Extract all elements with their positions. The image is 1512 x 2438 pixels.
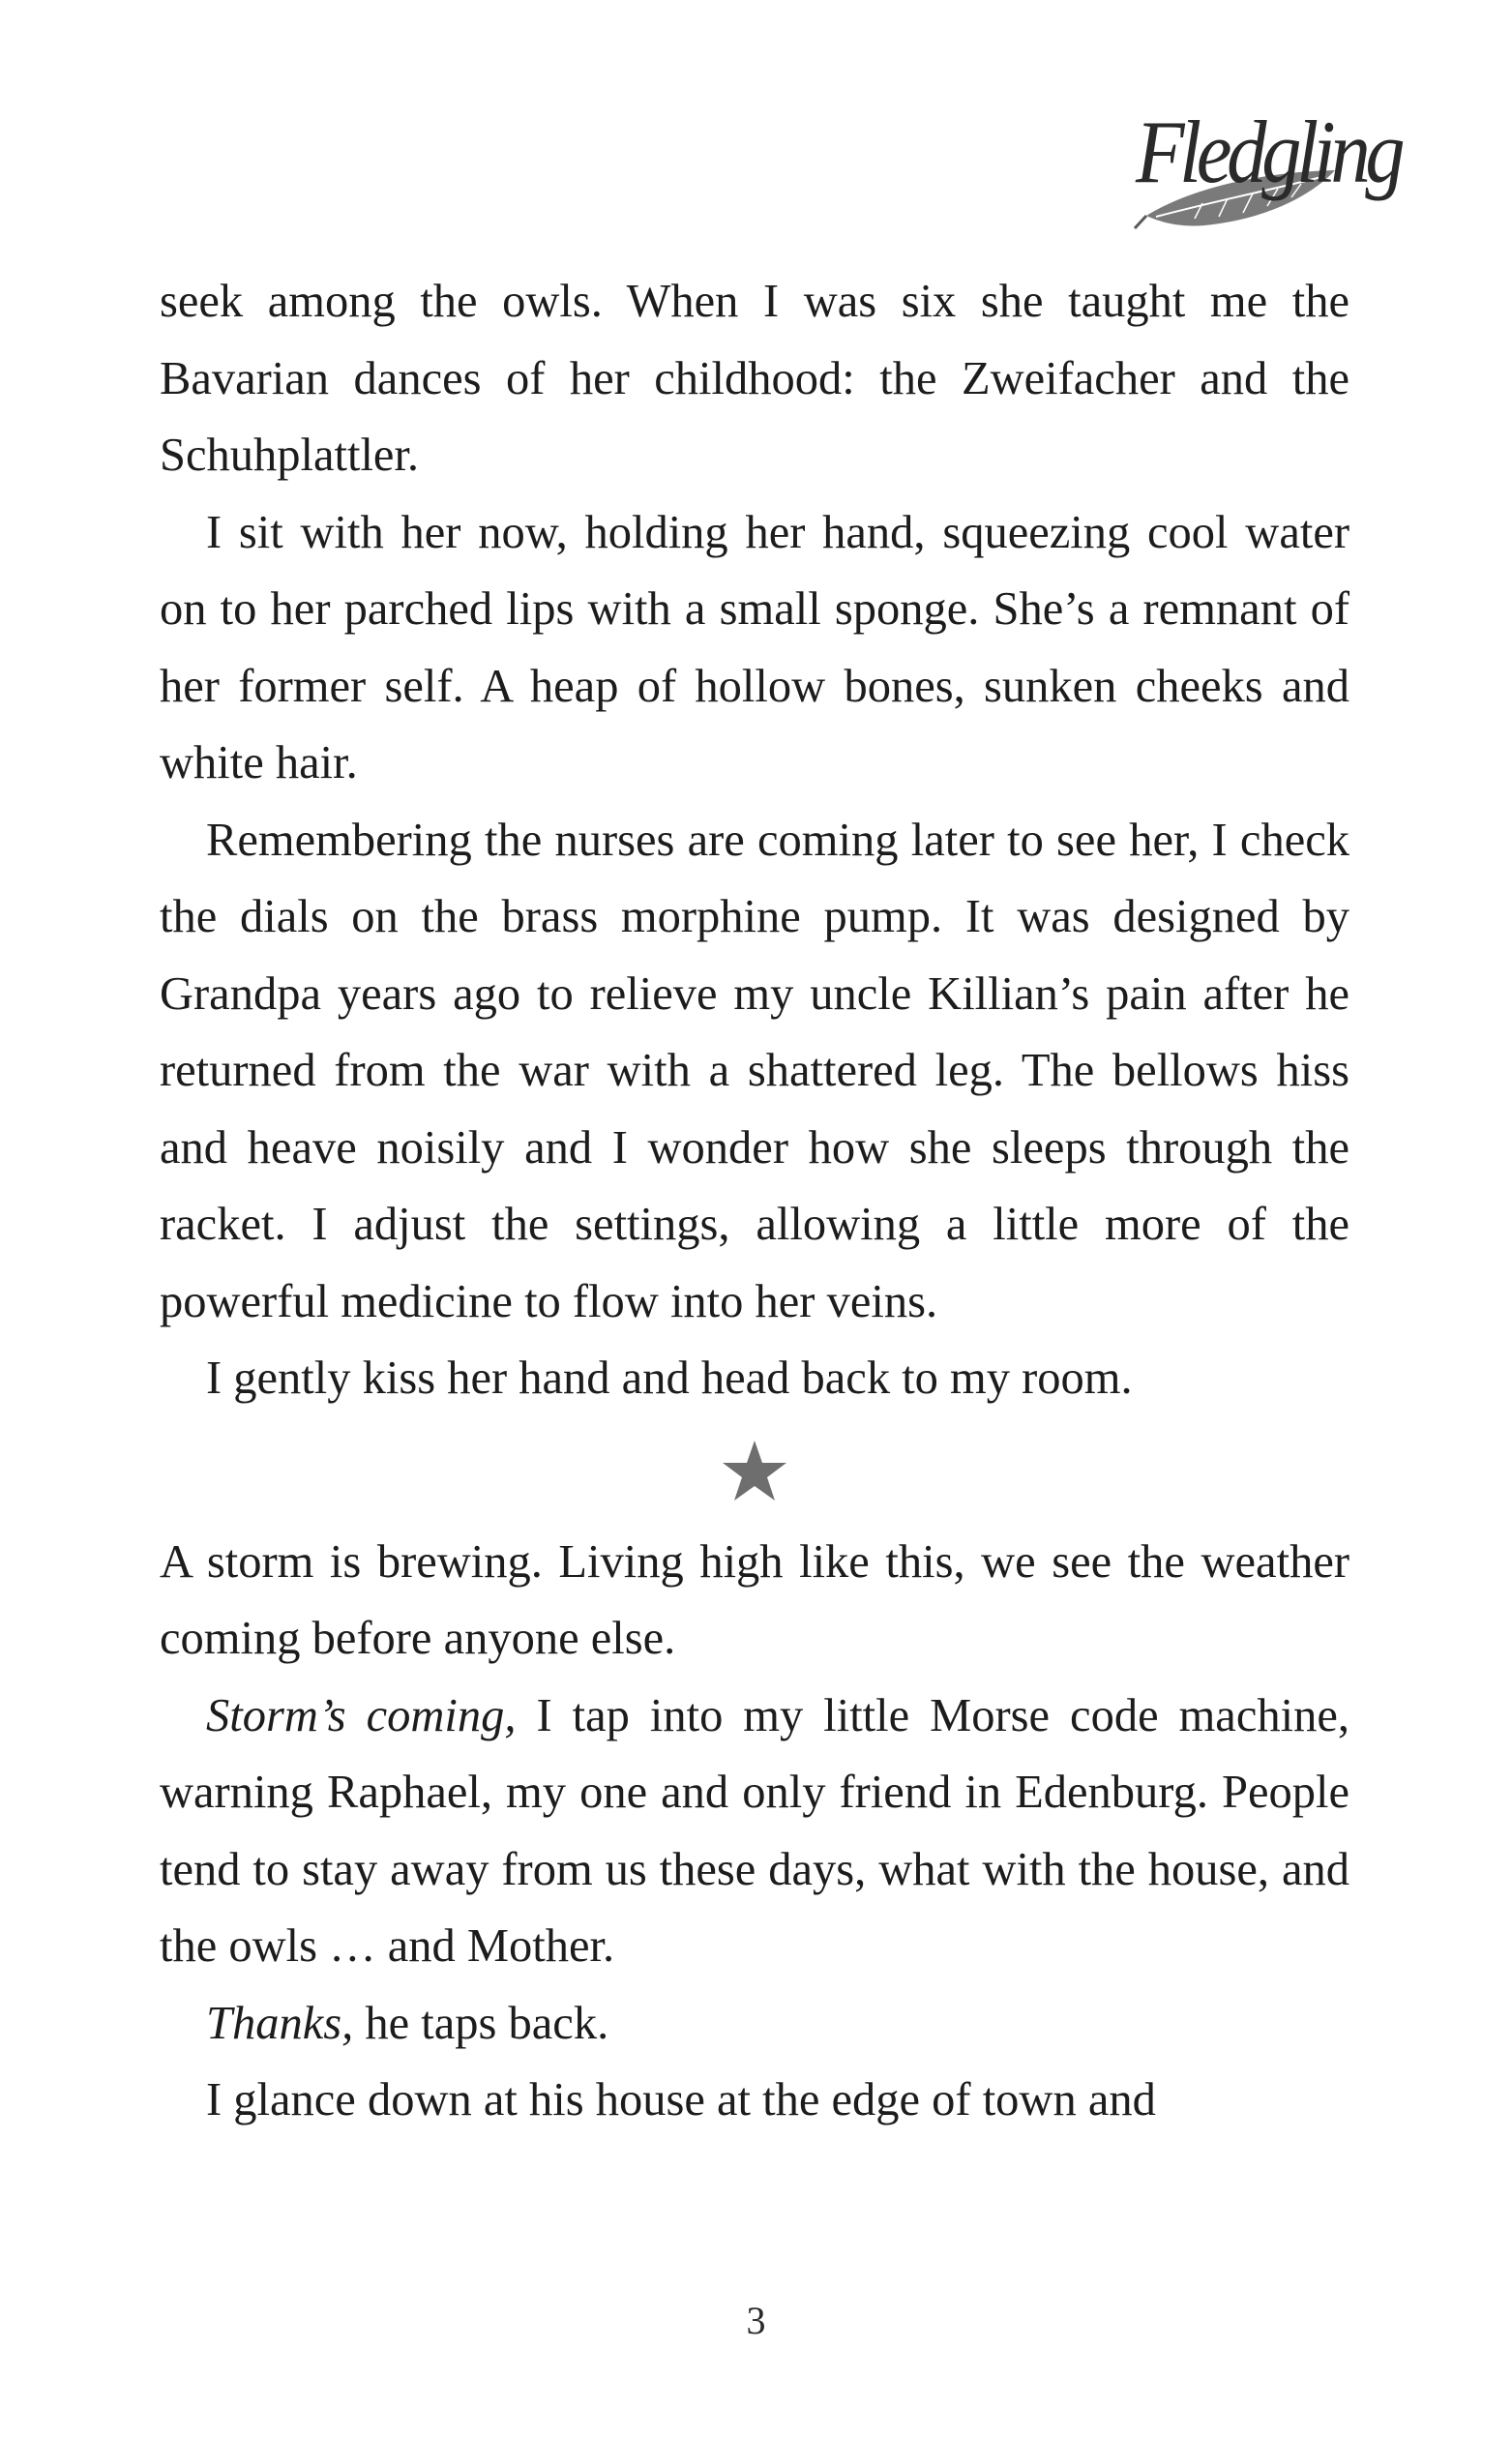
- paragraph: Remembering the nurses are coming later to see her, I check the dials on the brass morphine pump. It was designed by Grandpa years ago to relieve my uncle Killian’s pain after he returned from the war with a shattered leg. The bellows hiss and heave noisily and I wonder how she sleeps through the racket. I adjust the settings, allowing a little more of the powerful medicine to flow into her veins.: [160, 814, 1349, 1327]
- paragraph: A storm is brewing. Living high like this, we see the weather coming before anyone else.: [160, 1535, 1349, 1664]
- paragraph: I glance down at his house at the edge of town and: [206, 2074, 1156, 2126]
- paragraph-text: I tap into my little Morse code machine, warning Raphael, my one and only friend in Edenburg. People tend to stay away from us these days, what with the house, and the owls … and Mother.: [160, 1689, 1349, 1972]
- body-text: [160, 263, 1349, 2139]
- feather-icon: [1127, 56, 1401, 250]
- page-number: 3: [746, 2299, 766, 2342]
- paragraph: [160, 1678, 1349, 1985]
- paragraph: [160, 1985, 1349, 2063]
- paragraph-text: he taps back.: [353, 1997, 609, 2049]
- star-icon: [721, 1439, 788, 1502]
- italic-text: Storm’s coming,: [206, 1689, 517, 1741]
- italic-text: Thanks,: [206, 1997, 354, 2049]
- paragraph: I gently kiss her hand and head back to my room.: [206, 1353, 1133, 1404]
- section-break: [160, 1417, 1349, 1524]
- svg-text:Fledgling: Fledgling: [1136, 103, 1401, 201]
- paragraph: seek among the owls. When I was six she taught me the Bavarian dances of her childhood: the Zweifacher and the Schuhplattler.: [160, 276, 1349, 481]
- paragraph: I sit with her now, holding her hand, squeezing cool water on to her parched lips with a small sponge. She’s a remnant of her former self. A heap of hollow bones, sunken cheeks and white hair.: [160, 506, 1349, 788]
- fledgling-logo: [1127, 56, 1401, 250]
